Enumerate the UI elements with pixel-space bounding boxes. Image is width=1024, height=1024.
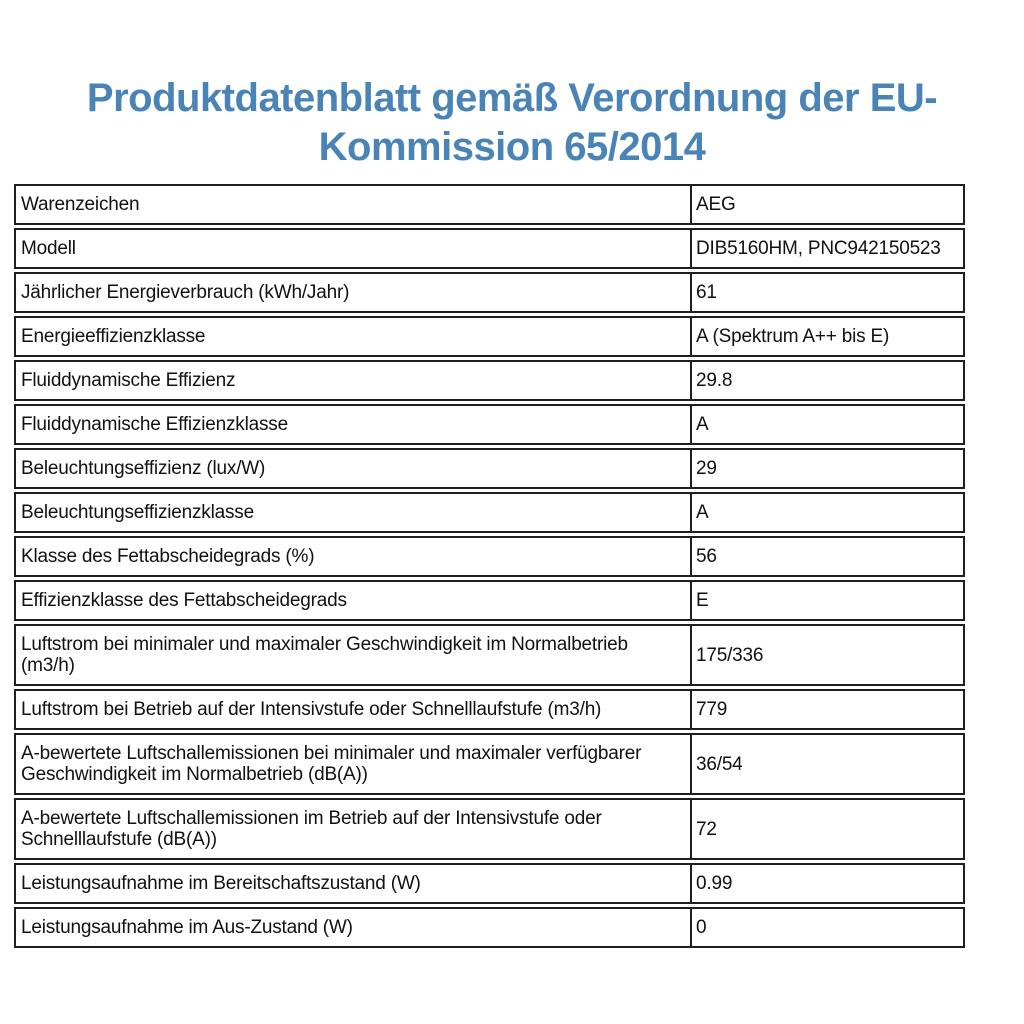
table-row bbox=[14, 536, 965, 577]
row-value: 61 bbox=[690, 274, 963, 311]
page bbox=[0, 74, 1024, 1024]
row-label: Effizienzklasse des Fettabscheidegrads bbox=[21, 590, 347, 612]
row-value: A bbox=[690, 406, 963, 443]
row-value: 0 bbox=[690, 909, 963, 946]
table-row bbox=[14, 272, 965, 313]
row-value: A (Spektrum A++ bis E) bbox=[690, 318, 963, 355]
table-row bbox=[14, 580, 965, 621]
row-value: A bbox=[690, 494, 963, 531]
row-label: Leistungsaufnahme im Aus-Zustand (W) bbox=[21, 917, 353, 939]
row-value: 29 bbox=[690, 450, 963, 487]
row-label: Leistungsaufnahme im Bereitschaftszustand (W) bbox=[21, 873, 421, 895]
row-value: 56 bbox=[690, 538, 963, 575]
row-value: AEG bbox=[690, 186, 963, 223]
table-row bbox=[14, 689, 965, 730]
page-title: Produktdatenblatt gemäß Verordnung der EU-Kommission 65/2014 bbox=[86, 76, 938, 170]
table-row bbox=[14, 316, 965, 357]
row-value: 36/54 bbox=[690, 735, 963, 793]
table-row bbox=[14, 863, 965, 904]
table-row bbox=[14, 733, 965, 795]
row-label: Luftstrom bei Betrieb auf der Intensivstufe oder Schnelllaufstufe (m3/h) bbox=[21, 699, 602, 721]
row-value: DIB5160HM, PNC942150523 bbox=[690, 230, 963, 267]
table-row bbox=[14, 184, 965, 225]
table-row bbox=[14, 624, 965, 686]
row-value: 72 bbox=[690, 800, 963, 858]
row-label: Jährlicher Energieverbrauch (kWh/Jahr) bbox=[21, 282, 350, 304]
table-row bbox=[14, 360, 965, 401]
row-value: 29.8 bbox=[690, 362, 963, 399]
table-row bbox=[14, 228, 965, 269]
row-label: Fluiddynamische Effizienzklasse bbox=[21, 414, 288, 436]
table-row bbox=[14, 448, 965, 489]
row-label: Modell bbox=[21, 238, 76, 260]
row-label: Energieeffizienzklasse bbox=[21, 326, 206, 348]
table-row bbox=[14, 404, 965, 445]
row-label: Beleuchtungseffizienz (lux/W) bbox=[21, 458, 266, 480]
table-row bbox=[14, 907, 965, 948]
row-value: 175/336 bbox=[690, 626, 963, 684]
row-value: 0.99 bbox=[690, 865, 963, 902]
product-datasheet-table bbox=[14, 184, 965, 948]
row-value: 779 bbox=[690, 691, 963, 728]
row-label: Warenzeichen bbox=[21, 194, 140, 216]
row-label: A-bewertete Luftschallemissionen im Betrieb auf der Intensivstufe oder Schnelllaufstufe (dB(A)) bbox=[21, 808, 602, 851]
row-value: E bbox=[690, 582, 963, 619]
row-label: Luftstrom bei minimaler und maximaler Geschwindigkeit im Normalbetrieb (m3/h) bbox=[21, 634, 628, 677]
row-label: Klasse des Fettabscheidegrads (%) bbox=[21, 546, 315, 568]
row-label: Beleuchtungseffizienzklasse bbox=[21, 502, 254, 524]
table-row bbox=[14, 492, 965, 533]
table-row bbox=[14, 798, 965, 860]
row-label: Fluiddynamische Effizienz bbox=[21, 370, 236, 392]
row-label: A-bewertete Luftschallemissionen bei minimaler und maximaler verfügbarer Geschwindigkeit im Normalbetrieb (dB(A)) bbox=[21, 743, 642, 786]
